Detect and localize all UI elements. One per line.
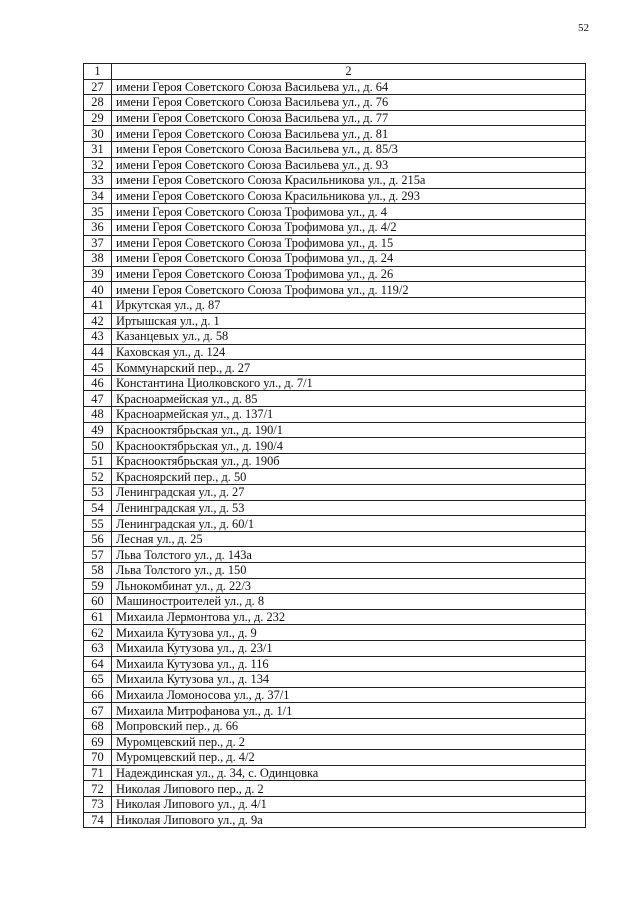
- row-number-cell: 74: [84, 812, 112, 828]
- table-row: [84, 219, 586, 235]
- table-row: [84, 812, 586, 828]
- row-number-cell: 59: [84, 578, 112, 594]
- address-cell: Иртышская ул., д. 1: [112, 313, 586, 329]
- row-number-cell: 45: [84, 360, 112, 376]
- row-number-cell: 48: [84, 407, 112, 423]
- row-number-cell: 52: [84, 469, 112, 485]
- row-number-cell: 57: [84, 547, 112, 563]
- address-cell: Краснооктябрьская ул., д. 190/4: [112, 438, 586, 454]
- table-row: [84, 656, 586, 672]
- address-cell: Лесная ул., д. 25: [112, 531, 586, 547]
- table-row: [84, 95, 586, 111]
- address-cell: Николая Липового ул., д. 9а: [112, 812, 586, 828]
- table-row: [84, 796, 586, 812]
- row-number-cell: 27: [84, 79, 112, 95]
- address-cell: имени Героя Советского Союза Трофимова ул., д. 24: [112, 251, 586, 267]
- table-row: [84, 500, 586, 516]
- address-cell: имени Героя Советского Союза Трофимова ул., д. 26: [112, 266, 586, 282]
- row-number-cell: 61: [84, 609, 112, 625]
- row-number-cell: 37: [84, 235, 112, 251]
- address-cell: Ленинградская ул., д. 60/1: [112, 516, 586, 532]
- address-cell: Казанцевых ул., д. 58: [112, 329, 586, 345]
- table-row: [84, 703, 586, 719]
- row-number-cell: 65: [84, 672, 112, 688]
- address-cell: имени Героя Советского Союза Красильникова ул., д. 293: [112, 188, 586, 204]
- table-row: [84, 204, 586, 220]
- address-cell: Михаила Кутузова ул., д. 9: [112, 625, 586, 641]
- address-cell: Льва Толстого ул., д. 143а: [112, 547, 586, 563]
- address-cell: имени Героя Советского Союза Трофимова ул., д. 119/2: [112, 282, 586, 298]
- address-cell: имени Героя Советского Союза Красильникова ул., д. 215а: [112, 173, 586, 189]
- table-body: [84, 64, 586, 828]
- address-cell: Мопровский пер., д. 66: [112, 718, 586, 734]
- address-cell: Каховская ул., д. 124: [112, 344, 586, 360]
- address-cell: Николая Липового ул., д. 4/1: [112, 796, 586, 812]
- table-row: [84, 531, 586, 547]
- table-row: [84, 469, 586, 485]
- address-cell: имени Героя Советского Союза Трофимова ул., д. 4/2: [112, 219, 586, 235]
- address-table: [83, 63, 586, 828]
- row-number-cell: 55: [84, 516, 112, 532]
- address-cell: Михаила Лермонтова ул., д. 232: [112, 609, 586, 625]
- table-row: [84, 235, 586, 251]
- address-cell: Льва Толстого ул., д. 150: [112, 563, 586, 579]
- table-row: [84, 672, 586, 688]
- address-cell: Михаила Ломоносова ул., д. 37/1: [112, 687, 586, 703]
- table-row: [84, 750, 586, 766]
- row-number-cell: 64: [84, 656, 112, 672]
- row-number-cell: 69: [84, 734, 112, 750]
- table-row: [84, 578, 586, 594]
- row-number-cell: 31: [84, 141, 112, 157]
- address-cell: Михаила Митрофанова ул., д. 1/1: [112, 703, 586, 719]
- table-row: [84, 453, 586, 469]
- address-cell: имени Героя Советского Союза Васильева ул., д. 93: [112, 157, 586, 173]
- page-number: 52: [578, 22, 589, 34]
- address-cell: Краснооктябрьская ул., д. 190б: [112, 453, 586, 469]
- row-number-cell: 28: [84, 95, 112, 111]
- row-number-cell: 50: [84, 438, 112, 454]
- row-number-cell: 62: [84, 625, 112, 641]
- table-row: [84, 687, 586, 703]
- table-row: [84, 640, 586, 656]
- table-row: [84, 297, 586, 313]
- table-row: [84, 781, 586, 797]
- row-number-cell: 41: [84, 297, 112, 313]
- table-row: [84, 188, 586, 204]
- table-row: [84, 282, 586, 298]
- table-row: [84, 375, 586, 391]
- address-cell: имени Героя Советского Союза Васильева ул., д. 81: [112, 126, 586, 142]
- row-number-cell: 36: [84, 219, 112, 235]
- row-number-cell: 33: [84, 173, 112, 189]
- row-number-cell: 43: [84, 329, 112, 345]
- table-row: [84, 313, 586, 329]
- address-cell: Надеждинская ул., д. 34, с. Одинцовка: [112, 765, 586, 781]
- table-row: [84, 485, 586, 501]
- table-row: [84, 391, 586, 407]
- row-number-cell: 46: [84, 375, 112, 391]
- row-number-cell: 72: [84, 781, 112, 797]
- address-cell: имени Героя Советского Союза Васильева ул., д. 77: [112, 110, 586, 126]
- row-number-cell: 40: [84, 282, 112, 298]
- address-cell: Красноармейская ул., д. 85: [112, 391, 586, 407]
- row-number-cell: 63: [84, 640, 112, 656]
- row-number-cell: 66: [84, 687, 112, 703]
- row-number-cell: 68: [84, 718, 112, 734]
- row-number-cell: 29: [84, 110, 112, 126]
- address-cell: Ленинградская ул., д. 53: [112, 500, 586, 516]
- row-number-cell: 56: [84, 531, 112, 547]
- table-row: [84, 266, 586, 282]
- row-number-cell: 35: [84, 204, 112, 220]
- address-cell: Михаила Кутузова ул., д. 23/1: [112, 640, 586, 656]
- table-row: [84, 734, 586, 750]
- table-row: [84, 79, 586, 95]
- address-cell: Иркутская ул., д. 87: [112, 297, 586, 313]
- table-row: [84, 594, 586, 610]
- row-number-cell: 67: [84, 703, 112, 719]
- address-cell: Краснооктябрьская ул., д. 190/1: [112, 422, 586, 438]
- row-number-cell: 58: [84, 563, 112, 579]
- row-number-cell: 54: [84, 500, 112, 516]
- address-cell: имени Героя Советского Союза Трофимова ул., д. 15: [112, 235, 586, 251]
- row-number-cell: 73: [84, 796, 112, 812]
- row-number-cell: 60: [84, 594, 112, 610]
- row-number-cell: 30: [84, 126, 112, 142]
- row-number-cell: 44: [84, 344, 112, 360]
- header-cell-address: 2: [112, 64, 586, 80]
- table-row: [84, 765, 586, 781]
- row-number-cell: 39: [84, 266, 112, 282]
- row-number-cell: 34: [84, 188, 112, 204]
- table-row: [84, 718, 586, 734]
- header-cell-number: 1: [84, 64, 112, 80]
- address-cell: Михаила Кутузова ул., д. 116: [112, 656, 586, 672]
- address-cell: Красноармейская ул., д. 137/1: [112, 407, 586, 423]
- row-number-cell: 51: [84, 453, 112, 469]
- table-row: [84, 157, 586, 173]
- row-number-cell: 42: [84, 313, 112, 329]
- address-cell: Константина Циолковского ул., д. 7/1: [112, 375, 586, 391]
- row-number-cell: 32: [84, 157, 112, 173]
- address-cell: имени Героя Советского Союза Васильева ул., д. 85/3: [112, 141, 586, 157]
- address-cell: Николая Липового пер., д. 2: [112, 781, 586, 797]
- table-header-row: [84, 64, 586, 80]
- table-row: [84, 360, 586, 376]
- address-cell: Ленинградская ул., д. 27: [112, 485, 586, 501]
- address-cell: имени Героя Советского Союза Трофимова ул., д. 4: [112, 204, 586, 220]
- table-row: [84, 173, 586, 189]
- table-row: [84, 516, 586, 532]
- address-cell: Муромцевский пер., д. 2: [112, 734, 586, 750]
- table-row: [84, 438, 586, 454]
- table-row: [84, 547, 586, 563]
- table-row: [84, 344, 586, 360]
- table-row: [84, 625, 586, 641]
- table-row: [84, 563, 586, 579]
- address-cell: имени Героя Советского Союза Васильева ул., д. 76: [112, 95, 586, 111]
- address-cell: Муромцевский пер., д. 4/2: [112, 750, 586, 766]
- row-number-cell: 49: [84, 422, 112, 438]
- address-cell: имени Героя Советского Союза Васильева ул., д. 64: [112, 79, 586, 95]
- row-number-cell: 47: [84, 391, 112, 407]
- address-cell: Льнокомбинат ул., д. 22/3: [112, 578, 586, 594]
- table-row: [84, 407, 586, 423]
- table-row: [84, 126, 586, 142]
- table-row: [84, 141, 586, 157]
- table-row: [84, 422, 586, 438]
- row-number-cell: 38: [84, 251, 112, 267]
- table-row: [84, 329, 586, 345]
- table-row: [84, 251, 586, 267]
- row-number-cell: 71: [84, 765, 112, 781]
- row-number-cell: 53: [84, 485, 112, 501]
- address-cell: Коммунарский пер., д. 27: [112, 360, 586, 376]
- table-row: [84, 110, 586, 126]
- table-row: [84, 609, 586, 625]
- row-number-cell: 70: [84, 750, 112, 766]
- address-cell: Красноярский пер., д. 50: [112, 469, 586, 485]
- address-cell: Машиностроителей ул., д. 8: [112, 594, 586, 610]
- address-cell: Михаила Кутузова ул., д. 134: [112, 672, 586, 688]
